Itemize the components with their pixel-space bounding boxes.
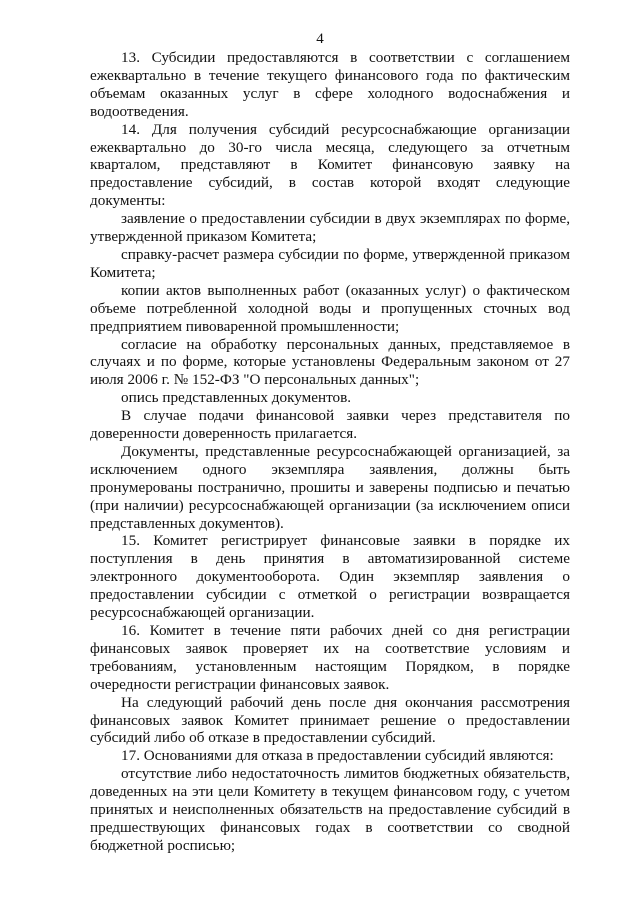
- paragraph-14: 14. Для получения субсидий ресурсоснабжающие организации ежеквартально до 30-го числа месяца, следующего за отчетным кварталом, представляют в Комитет финансовую заявку на предоставление субсидий, в состав которой входят следующие документы:: [90, 120, 570, 210]
- page-number: 4: [316, 31, 324, 47]
- list-item-budget-limits: отсутствие либо недостаточность лимитов бюджетных обязательств, доведенных на эти цели Комитету в текущем финансовом году, с учетом принятых и неисполненных обязательств на предоставление субсидий в предшествующих финансовых годах в соответствии со сводной бюджетной росписью;: [90, 765, 570, 854]
- list-item-application: заявление о предоставлении субсидии в двух экземплярах по форме, утвержденной приказом Комитета;: [90, 210, 570, 246]
- document-body: [90, 49, 570, 855]
- list-item-acts: копии актов выполненных работ (оказанных услуг) о фактическом объеме потребленной холодной воды и пропущенных сточных вод предприятием пивоваренной промышленности;: [90, 281, 570, 335]
- paragraph-15: 15. Комитет регистрирует финансовые заявки в порядке их поступления в день принятия в автоматизированной системе электронного документооборота. Один экземпляр заявления о предоставлении субсидии с отметкой о регистрации возвращается ресурсоснабжающей организации.: [90, 532, 570, 622]
- paragraph-power-of-attorney: В случае подачи финансовой заявки через представителя по доверенности доверенность прилагается.: [90, 407, 570, 443]
- list-item-inventory: опись представленных документов.: [121, 389, 352, 407]
- list-item-calculation: справку-расчет размера субсидии по форме, утвержденной приказом Комитета;: [90, 245, 570, 281]
- paragraph-decision: На следующий рабочий день после дня окончания рассмотрения финансовых заявок Комитет принимает решение о предоставлении субсидий либо об отказе в предоставлении субсидий.: [90, 693, 570, 747]
- list-item-consent: согласие на обработку персональных данных, представляемое в случаях и по форме, которые установлены Федеральным законом от 27 июля 2006 г. № 152-ФЗ "О персональных данных";: [90, 335, 570, 389]
- paragraph-16: 16. Комитет в течение пяти рабочих дней со дня регистрации финансовых заявок проверяет их на соответствие условиям и требованиям, установленным настоящим Порядком, в порядке очередности регистрации финансовых заявок.: [90, 622, 570, 693]
- paragraph-17: 17. Основаниями для отказа в предоставлении субсидий являются:: [121, 747, 554, 765]
- paragraph-documents-requirements: Документы, представленные ресурсоснабжающей организацией, за исключением одного экземпляра заявления, должны быть пронумерованы постранично, прошиты и заверены подписью и печатью (при наличии) ресурсоснабжающей организации (за исключением описи представленных документов).: [90, 442, 570, 532]
- paragraph-13: 13. Субсидии предоставляются в соответствии с соглашением ежеквартально в течение текущего финансового года по фактическим объемам оказанных услуг в сфере холодного водоснабжения и водоотведения.: [90, 49, 570, 120]
